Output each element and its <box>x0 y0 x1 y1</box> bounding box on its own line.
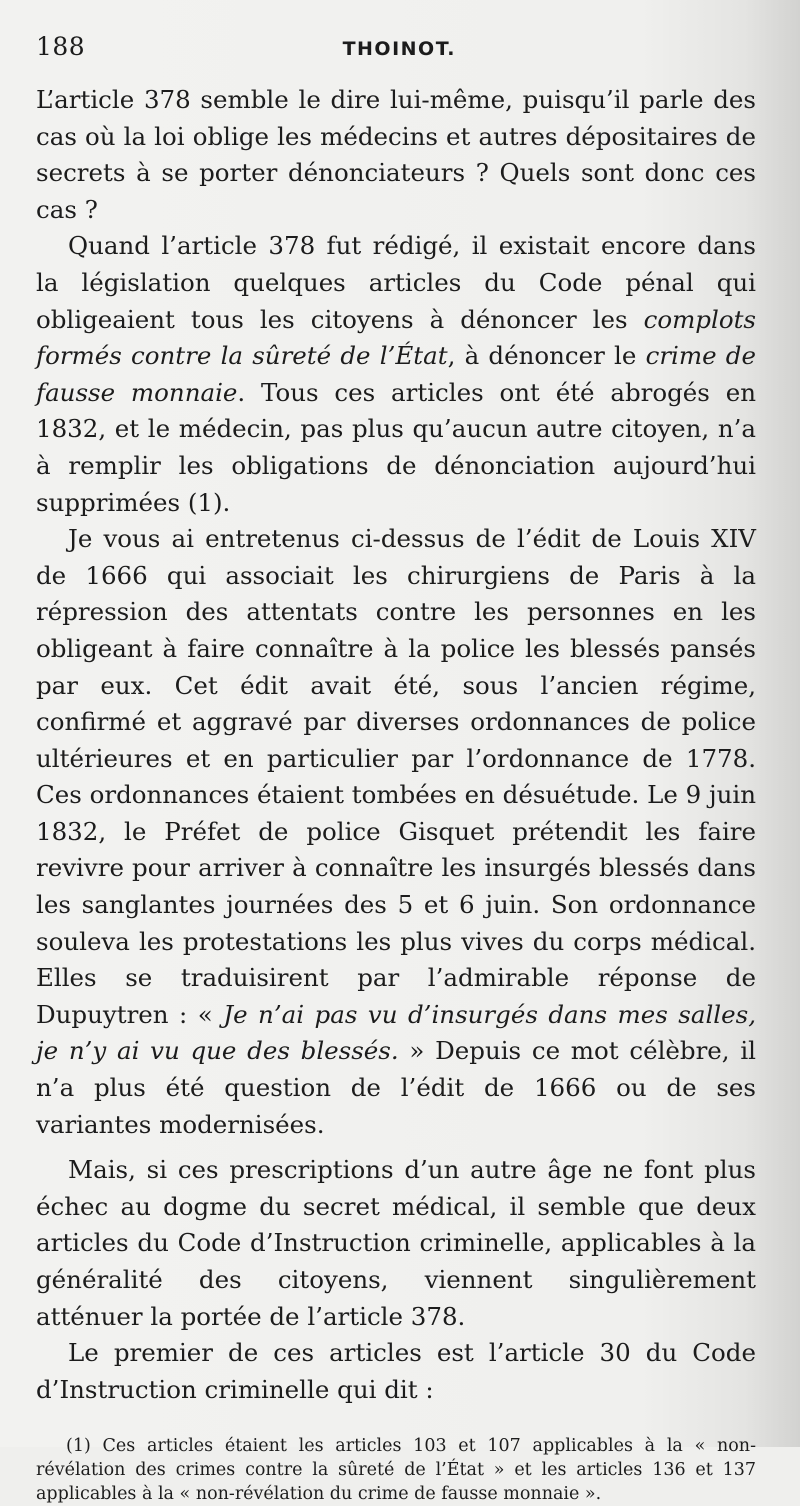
paragraph <box>36 521 756 1143</box>
text-run: . Tous ces articles ont été abrogés en 1832, et le médecin, pas plus qu’aucun autre citoyen, n’a à remplir les obligations de dénonciation aujourd’hui supprimées (1). <box>36 377 756 517</box>
text-run: , à dénoncer le <box>447 341 646 371</box>
page-header <box>36 32 756 82</box>
paragraph <box>36 1335 756 1408</box>
text-run: L’article 378 semble le dire lui-même, puisqu’il parle des cas où la loi oblige les médecins et autres dépositaires de secrets à se porter dénonciateurs ? Quels sont donc ces cas ? <box>36 85 756 224</box>
paragraph <box>36 228 756 521</box>
text-run: Mais, si ces prescriptions d’un autre âge ne font plus échec au dogme du secret médical, il semble que deux articles du Code d’Instruction criminelle, applicables à la généralité des citoyens, viennent singulièrement atténuer la portée de l’article 378. <box>36 1155 756 1331</box>
italic-text: Je n’ai pas vu d’insurgés dans mes salles, je n’y ai vu que des blessés. <box>36 999 756 1066</box>
text-run: Quand l’article 378 fut rédigé, il existait encore dans la législation quelques articles du Code pénal qui obligeaient tous les citoyens à dénoncer les <box>36 231 756 334</box>
italic-text: complots formés contre la sûreté de l’État <box>36 304 756 371</box>
page-number: 188 <box>36 32 86 61</box>
footnotes <box>36 1434 756 1506</box>
footnote: (1) Ces articles étaient les articles 103 et 107 applicables à la « non-révélation des crimes contre la sûreté de l’État » et les articles 136 et 137 applicables à la « non-révélation du crime de fausse monnaie ». <box>36 1436 756 1505</box>
text-run: Le premier de ces articles est l’article 30 du Code d’Instruction criminelle qui dit : <box>36 1338 756 1404</box>
italic-text: crime de fausse monnaie <box>36 341 756 407</box>
paragraph <box>36 1152 756 1335</box>
text-run: » Depuis ce mot célèbre, il n’a plus été question de l’édit de 1666 ou de ses variantes modernisées. <box>36 1036 756 1139</box>
text-run: Je vous ai entretenus ci-dessus de l’édit de Louis XIV de 1666 qui associait les chirurgiens de Paris à la répression des attentats contre les personnes en les obligeant à faire connaître à la police les blessés pansés par eux. Cet édit avait été, sous l’ancien régime, confirmé et aggravé par diverses ordonnances de police ultérieures et en particulier par l’ordonnance de 1778. Ces ordonnances étaient tombées en désuétude. Le 9 juin 1832, le Préfet de police Gisquet prétendit les faire revivre pour arriver à connaître les insurgés blessés dans les sanglantes journées des 5 et 6 juin. Son ordonnance souleva les protestations les plus vives du corps médical. Elles se traduisirent par l’admirable réponse de Dupuytren : « <box>36 524 756 1029</box>
paragraph <box>36 82 756 228</box>
running-head: THOINOT. <box>342 38 456 60</box>
body-text <box>36 82 756 1408</box>
